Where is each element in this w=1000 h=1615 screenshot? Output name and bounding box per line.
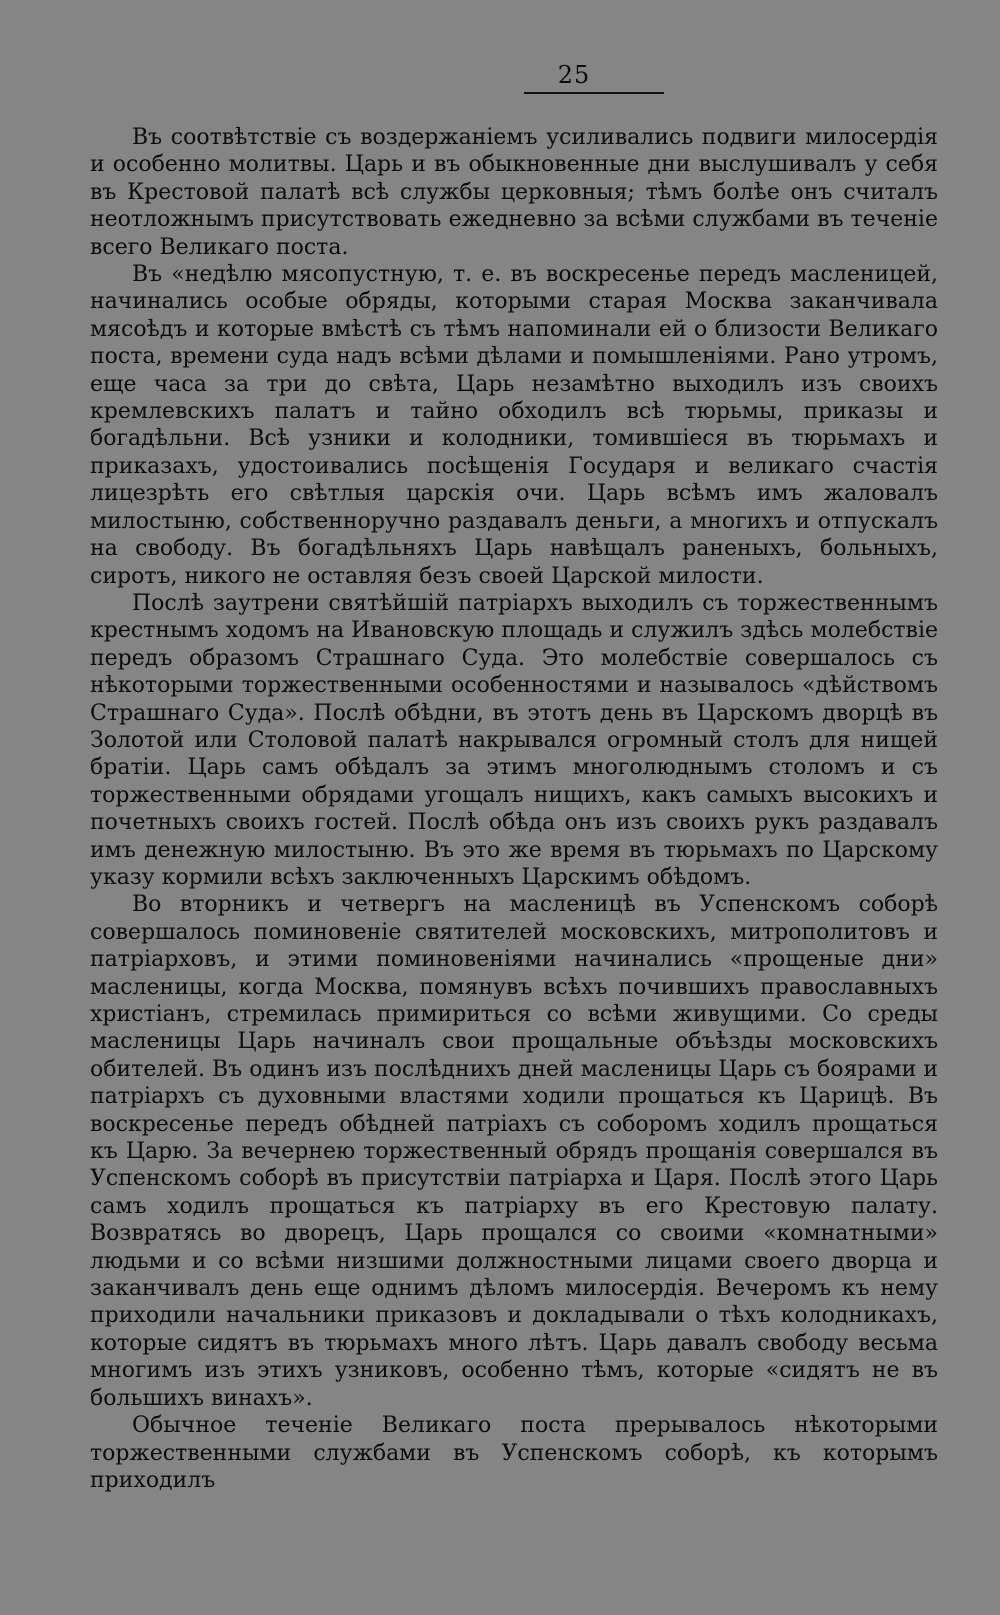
body-text [90, 124, 938, 1494]
paragraph: Въ «недѣлю мясопустную, т. е. въ воскресенье передъ масленицей, начинались особые обряды, которыми старая Москва заканчивала мясоѣдъ и которые вмѣстѣ съ тѣмъ напоминали ей о близости Великаго поста, времени суда надъ всѣми дѣлами и помышленіями. Рано утромъ, еще часа за три до свѣта, Царь незамѣтно выходилъ изъ своихъ кремлевскихъ палатъ и тайно обходилъ всѣ тюрьмы, приказы и богадѣльни. Всѣ узники и колодники, томившіеся въ тюрьмахъ и приказахъ, удостоивались посѣщенія Государя и великаго счастія лицезрѣть его свѣтлыя царскія очи. Царь всѣмъ имъ жаловалъ милостыню, собственноручно раздавалъ деньги, а многихъ и отпускалъ на свободу. Въ богадѣльняхъ Царь навѣщалъ раненыхъ, больныхъ, сиротъ, никого не оставляя безъ своей Царской милости. [90, 262, 938, 589]
paragraph: Обычное теченіе Великаго поста прерывалось нѣкоторыми торжественными службами въ Успенскомъ соборѣ, къ которымъ приходилъ [90, 1413, 938, 1493]
paragraph: Послѣ заутрени святѣйшій патріархъ выходилъ съ торжественнымъ крестнымъ ходомъ на Ивановскую площадь и служилъ здѣсь молебствіе передъ образомъ Страшнаго Суда. Это молебствіе совершалось съ нѣкоторыми торжественными особенностями и называлось «дѣйствомъ Страшнаго Суда». Послѣ обѣдни, въ этотъ день въ Царскомъ дворцѣ въ Золотой или Столовой палатѣ накрывался огромный столъ для нищей братіи. Царь самъ обѣдалъ за этимъ многолюднымъ столомъ и съ торжественными обрядами угощалъ нищихъ, какъ самыхъ высокихъ и почетныхъ своихъ гостей. Послѣ обѣда онъ изъ своихъ рукъ раздавалъ имъ денежную милостыню. Въ это же время въ тюрьмахъ по Царскому указу кормили всѣхъ заключенныхъ Царскимъ обѣдомъ. [90, 590, 938, 890]
page-number: 25 [557, 61, 591, 89]
paragraph: Во вторникъ и четвергъ на масленицѣ въ Успенскомъ соборѣ совершалось поминовеніе святителей московскихъ, митрополитовъ и патріарховъ, и этими поминовеніями начинались «прощеные дни» масленицы, когда Москва, помянувъ всѣхъ почившихъ православныхъ христіанъ, стремилась примириться со всѣми живущими. Со среды масленицы Царь начиналъ свои прощальные объѣзды московскихъ обителей. Въ одинъ изъ послѣднихъ дней масленицы Царь съ боярами и патріархъ съ духовными властями ходили прощаться къ Царицѣ. Въ воскресенье передъ обѣдней патріахъ съ соборомъ ходилъ прощаться къ Царю. За вечернею торжественный обрядъ прощанія совершался въ Успенскомъ соборѣ въ присутствіи патріарха и Царя. Послѣ этого Царь самъ ходилъ прощаться къ патріарху въ его Крестовую палату. Возвратясь во дворецъ, Царь прощался со своими «комнатными» людьми и со всѣми низшими должностными лицами своего дворца и заканчивалъ день еще однимъ дѣломъ милосердія. Вечеромъ къ нему приходили начальники приказовъ и докладывали о тѣхъ колодникахъ, которые сидятъ въ тюрьмахъ много лѣтъ. Царь давалъ свободу весьма многимъ изъ этихъ узниковъ, особенно тѣмъ, которые «сидятъ не въ большихъ винахъ». [90, 892, 938, 1411]
header-rule [524, 92, 664, 94]
paragraph: Въ соотвѣтствіе съ воздержаніемъ усиливались подвиги милосердія и особенно молитвы. Царь и въ обыкновенные дни выслушивалъ у себя въ Крестовой палатѣ всѣ службы церковныя; тѣмъ болѣе онъ считалъ неотложнымъ присутствовать ежедневно за всѣми службами въ теченіе всего Великаго поста. [90, 125, 938, 260]
